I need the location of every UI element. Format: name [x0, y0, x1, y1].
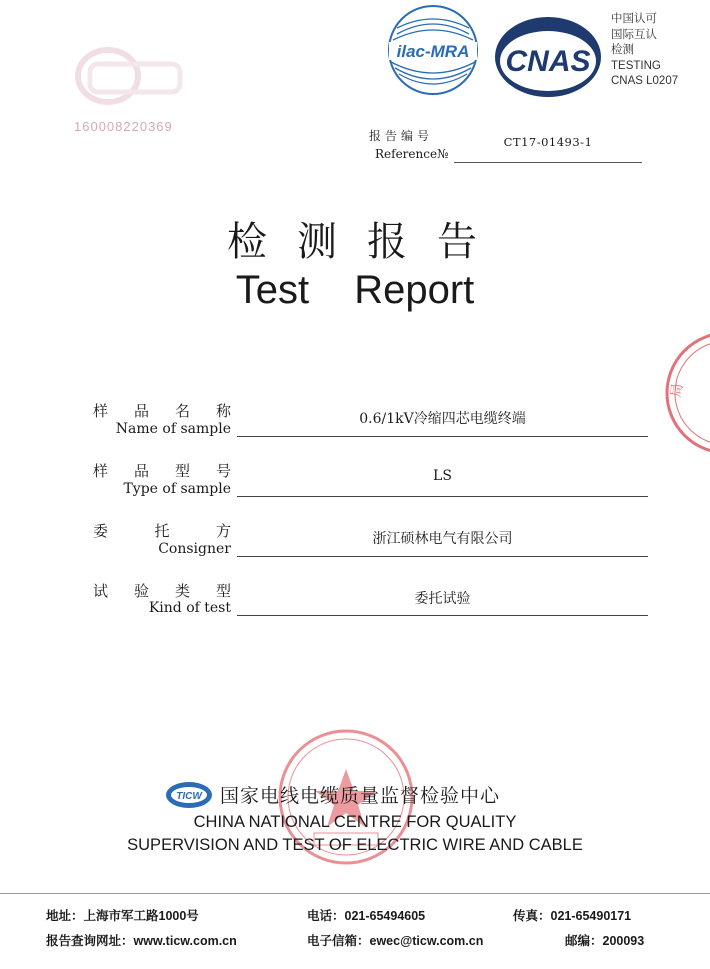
cnas-caption-line: 国际互认 — [611, 28, 657, 41]
label-char: 称 — [215, 402, 231, 420]
label-char: 型 — [174, 462, 190, 480]
field-label-en: Name of sample — [115, 421, 231, 437]
field-label-cn — [93, 580, 231, 601]
center-name-en-line2: SUPERVISION AND TEST OF ELECTRIC WIRE AND CABLE — [127, 836, 583, 854]
red-seal-stamp-edge — [662, 328, 710, 458]
cnas-caption-line: 中国认可 — [611, 13, 657, 25]
faint-stamp-number: 160008220369 — [74, 119, 173, 134]
label-char: 方 — [215, 522, 231, 540]
reference-label-en: Reference№ — [375, 147, 449, 161]
field-label-cn — [93, 520, 231, 541]
reference-label-cn: 报告编号 — [369, 129, 434, 143]
field-label-cn — [93, 460, 231, 481]
field-label-en: Type of sample — [123, 481, 231, 497]
footer-fax: 传真：021-65490171 — [513, 909, 632, 923]
footer-postcode: 邮编：200093 — [565, 934, 645, 948]
cnas-caption — [611, 12, 678, 90]
svg-text:ilac-MRA: ilac-MRA — [396, 42, 470, 61]
field-label-en: Consigner — [158, 541, 231, 557]
label-char: 品 — [133, 402, 149, 420]
label-char: 号 — [215, 462, 231, 480]
label-char: 委 — [93, 522, 109, 540]
footer-website: 报告查询网址：www.ticw.com.cn — [46, 934, 237, 948]
field-value-consigner: 浙江硕林电气有限公司 — [372, 531, 513, 547]
label-char: 型 — [215, 582, 231, 600]
field-label-cn — [93, 400, 231, 421]
field-value-sample-name: 0.6/1kV冷缩四芯电缆终端 — [359, 411, 526, 427]
label-char: 品 — [133, 462, 149, 480]
label-char: 名 — [174, 402, 190, 420]
field-value-kind-of-test: 委托试验 — [414, 591, 471, 607]
center-name-en-line1: CHINA NATIONAL CENTRE FOR QUALITY — [193, 813, 517, 831]
cnas-logo — [493, 15, 603, 99]
label-char: 验 — [133, 582, 149, 600]
label-char: 试 — [93, 582, 109, 600]
faint-watermark-logo — [70, 42, 190, 112]
footer-phone: 电话：021-65494605 — [307, 909, 426, 923]
svg-text:TICW: TICW — [176, 791, 202, 802]
label-char: 样 — [93, 402, 109, 420]
footer-divider — [0, 893, 710, 894]
field-underline — [237, 615, 648, 616]
svg-text:局: 局 — [668, 382, 687, 399]
cnas-caption-line: TESTING — [611, 59, 661, 72]
report-title-en: Test Report — [235, 268, 475, 312]
cnas-caption-line: CNAS L0207 — [611, 75, 679, 87]
field-value-sample-type: LS — [433, 468, 452, 484]
reference-number: CT17-01493-1 — [503, 135, 593, 149]
svg-text:CNAS: CNAS — [505, 45, 591, 78]
label-char: 样 — [93, 462, 109, 480]
field-underline — [237, 556, 648, 557]
field-label-en: Kind of test — [148, 600, 231, 616]
footer-email: 电子信箱：ewec@ticw.com.cn — [307, 934, 484, 948]
field-underline — [237, 436, 648, 437]
center-name-cn: 国家电线电缆质量监督检验中心 — [220, 785, 501, 807]
footer-address: 地址：上海市军工路1000号 — [46, 909, 199, 923]
reference-underline — [454, 162, 642, 163]
ilac-mra-logo — [383, 4, 483, 96]
report-title-cn: 检测报告 — [227, 219, 507, 265]
label-char: 托 — [154, 522, 170, 540]
ticw-logo — [164, 780, 214, 810]
label-char: 类 — [174, 582, 190, 600]
field-underline — [237, 496, 648, 497]
cnas-caption-line: 检测 — [611, 44, 634, 56]
